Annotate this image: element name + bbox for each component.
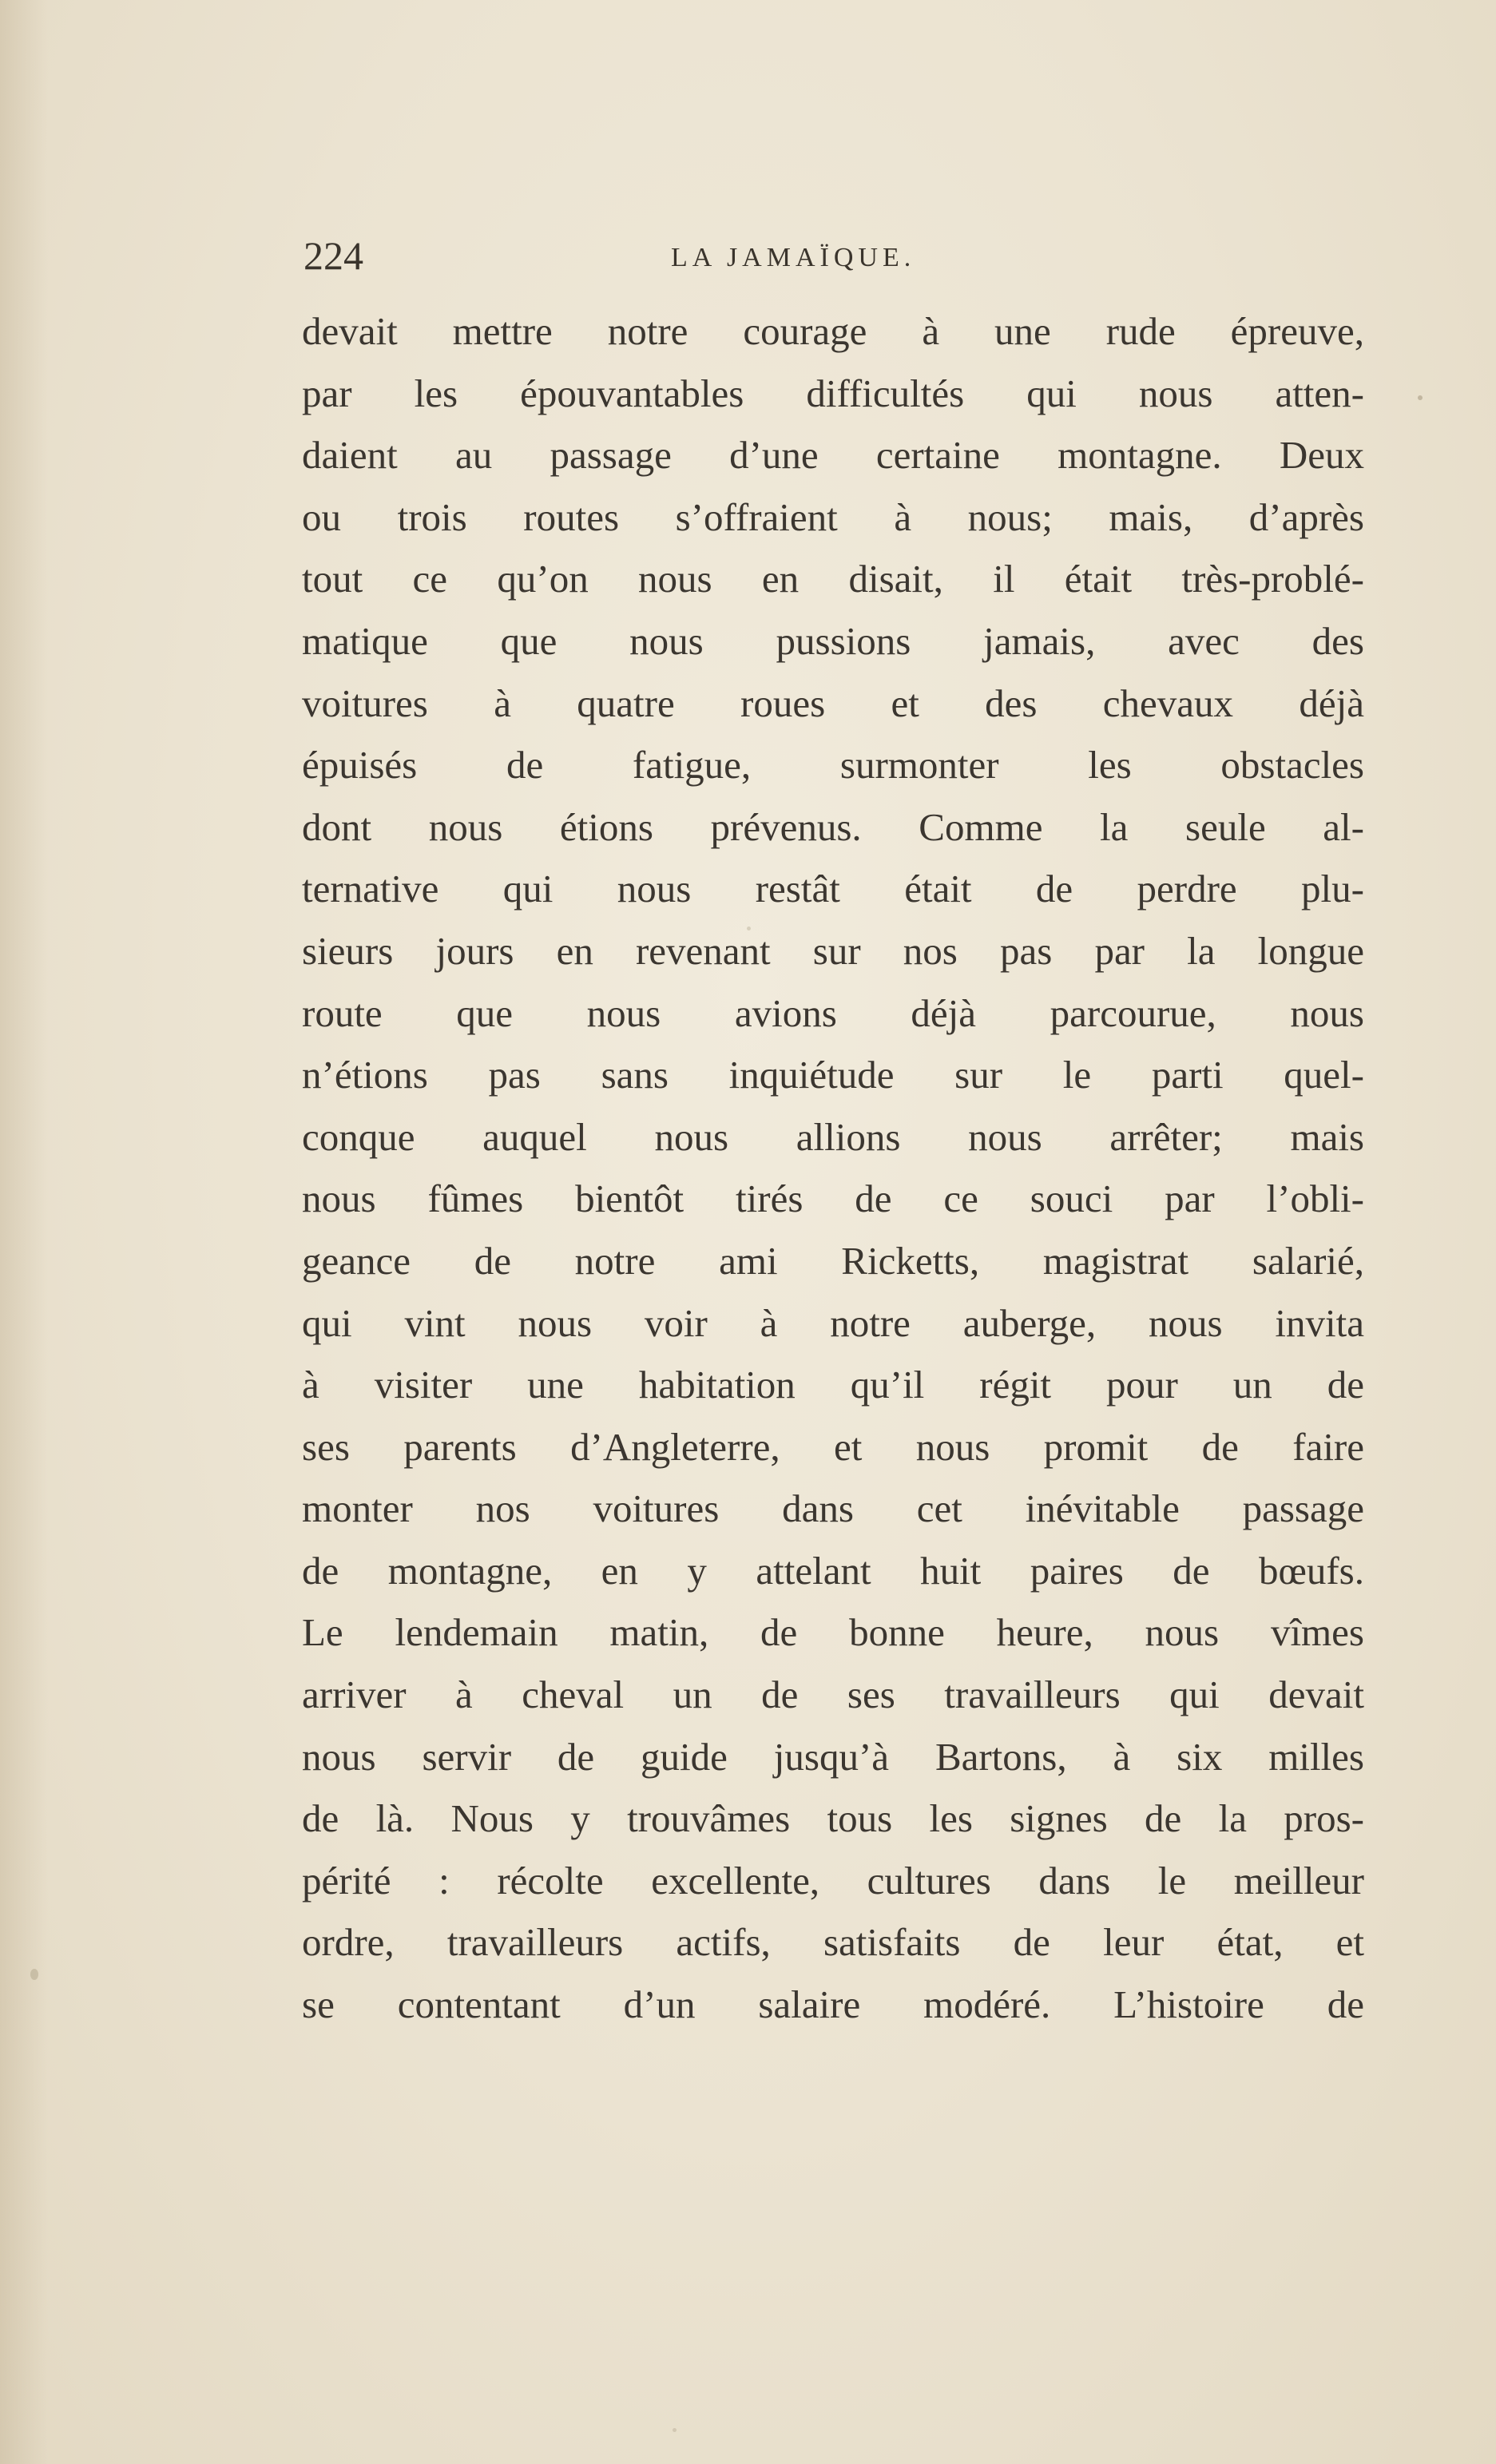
- text-line: dont nous étions prévenus. Comme la seule al-: [302, 804, 1364, 849]
- text-line: arriver à cheval un de ses travailleurs qui devait: [302, 1672, 1364, 1717]
- body-text: [302, 300, 1364, 2036]
- text-line: monter nos voitures dans cet inévitable passage: [302, 1486, 1364, 1531]
- page-edge-shadow: [0, 0, 48, 2464]
- text-line: nous servir de guide jusqu’à Bartons, à six milles: [302, 1734, 1364, 1779]
- text-line: à visiter une habitation qu’il régit pour un de: [302, 1363, 1364, 1407]
- page-number: 224: [304, 233, 363, 278]
- text-line: conque auquel nous allions nous arrêter; mais: [302, 1114, 1364, 1159]
- text-line: matique que nous pussions jamais, avec des: [302, 618, 1364, 663]
- text-line: ordre, travailleurs actifs, satisfaits de leur état, et: [302, 1920, 1364, 1965]
- paper-speck: [673, 2428, 677, 2432]
- text-line: ou trois routes s’offraient à nous; mais, d’après: [302, 494, 1364, 539]
- text-line: sieurs jours en revenant sur nos pas par la longue: [302, 928, 1364, 973]
- running-title: LA JAMAÏQUE.: [671, 243, 916, 272]
- text-line: par les épouvantables difficultés qui nous atten-: [302, 371, 1364, 415]
- text-line: tout ce qu’on nous en disait, il était très-problé-: [302, 557, 1364, 601]
- text-line: de montagne, en y attelant huit paires de bœufs.: [302, 1548, 1364, 1593]
- text-line: Le lendemain matin, de bonne heure, nous vîmes: [302, 1610, 1364, 1655]
- text-line: voitures à quatre roues et des chevaux déjà: [302, 680, 1364, 725]
- text-line: route que nous avions déjà parcourue, nous: [302, 990, 1364, 1035]
- text-line: daient au passage d’une certaine montagne. Deux: [302, 433, 1364, 478]
- paper-speck: [30, 1969, 38, 1980]
- text-line: qui vint nous voir à notre auberge, nous invita: [302, 1300, 1364, 1345]
- text-line: épuisés de fatigue, surmonter les obstacles: [302, 743, 1364, 788]
- text-line: devait mettre notre courage à une rude épreuve,: [302, 309, 1364, 353]
- paper-speck: [1418, 395, 1423, 400]
- text-line: se contentant d’un salaire modéré. L’histoire de: [302, 1982, 1364, 2027]
- running-head: [304, 232, 1374, 280]
- text-line: ternative qui nous restât était de perdre plu-: [302, 867, 1364, 911]
- text-line: de là. Nous y trouvâmes tous les signes de la pros-: [302, 1796, 1364, 1841]
- text-line: ses parents d’Angleterre, et nous promit de faire: [302, 1424, 1364, 1469]
- text-line: nous fûmes bientôt tirés de ce souci par l’obli-: [302, 1176, 1364, 1221]
- text-line: périté : récolte excellente, cultures dans le meilleur: [302, 1858, 1364, 1903]
- text-line: n’étions pas sans inquiétude sur le parti quel-: [302, 1053, 1364, 1097]
- text-line: geance de notre ami Ricketts, magistrat salarié,: [302, 1238, 1364, 1283]
- paper-speck: [747, 926, 751, 930]
